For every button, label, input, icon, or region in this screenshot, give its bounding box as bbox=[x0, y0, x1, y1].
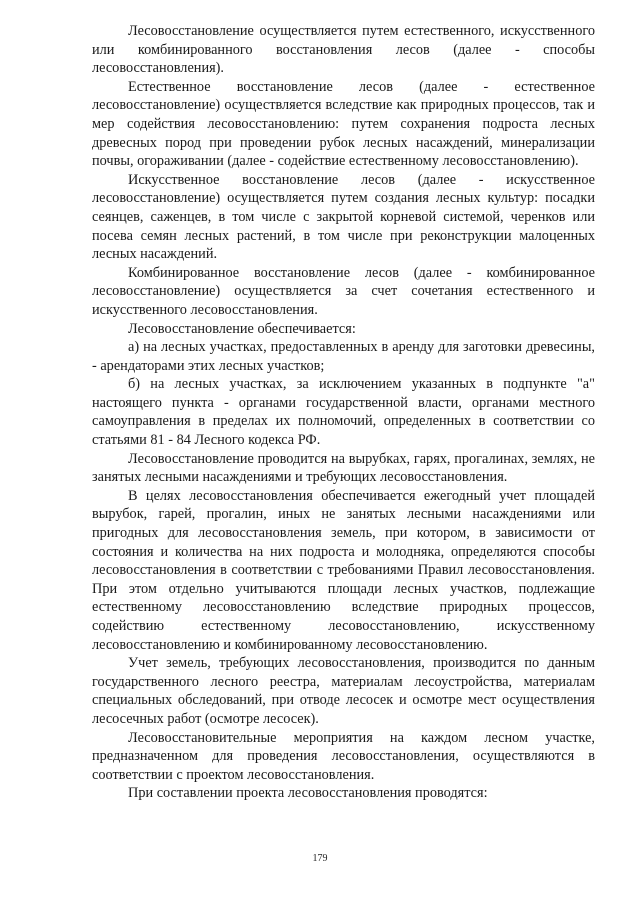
paragraph-reforestation-methods: Лесовосстановление осуществляется путем естественного, искусственного или комбинированного восстановления лесов (далее - способы лесовосстановления). bbox=[92, 23, 595, 77]
paragraph-combined-reforestation: Комбинированное восстановление лесов (далее - комбинированное лесовосстановление) осуществляется за счет сочетания естественного и искусственного лесовосстановления. bbox=[92, 264, 595, 318]
paragraph-artificial-reforestation: Искусственное восстановление лесов (далее - искусственное лесовосстановление) осуществляется путем создания лесных культур: посадки сеянцев, саженцев, в том числе с закрытой корневой системой, черенков или посева семян лесных растений, в том числе при реконструкции малоценных лесных насаждений. bbox=[92, 171, 595, 263]
paragraph-project-preparation: При составлении проекта лесовосстановления проводятся: bbox=[128, 785, 488, 802]
paragraph-annual-accounting: В целях лесовосстановления обеспечивается ежегодный учет площадей вырубок, гарей, прогалин, иных не занятых лесными насаждениями или пригодных для лесовосстановления земель, при котором, в зависимости от состояния и количества на них подроста и молодняка, определяются способы лесовосстановления в соответствии с требованиями Правил лесовосстановления. При этом отдельно учитываются площади лесных участков, подлежащие естественному лесовосстановлению вследствие природных процессов, содействию естественному лесовосстановлению, искусственному лесовосстановлению и комбинированному лесовосстановлению. bbox=[92, 487, 595, 653]
paragraph-provided-by: Лесовосстановление обеспечивается: bbox=[128, 320, 356, 337]
paragraph-item-b: б) на лесных участках, за исключением указанных в подпункте "а" настоящего пункта - органами государственной власти, органами местного самоуправления в пределах их полномочий, определенных в соответствии со статьями 81 - 84 Лесного кодекса РФ. bbox=[92, 376, 595, 449]
page-number: 179 bbox=[312, 853, 328, 864]
paragraph-where-conducted: Лесовосстановление проводится на вырубках, гарях, прогалинах, землях, не занятых лесными насаждениями и требующих лесовосстановления. bbox=[92, 450, 595, 486]
paragraph-land-accounting: Учет земель, требующих лесовосстановления, производится по данным государственного лесного реестра, материалам лесоустройства, материалам специальных обследований, при отводе лесосек и осмотре мест осуществления лесосечных работ (осмотре лесосек). bbox=[92, 655, 595, 727]
paragraph-item-a: а) на лесных участках, предоставленных в аренду для заготовки древесины, - арендаторами этих лесных участков; bbox=[92, 339, 595, 374]
paragraph-natural-reforestation: Естественное восстановление лесов (далее - естественное лесовосстановление) осуществляется вследствие как природных процессов, так и мер содействия лесовосстановлению: путем сохранения подроста лесных древесных пород при проведении рубок лесных насаждений, минерализации почвы, огораживании (далее - содействие естественному лесовосстановлению). bbox=[92, 78, 595, 170]
paragraph-reforestation-project: Лесовосстановительные мероприятия на каждом лесном участке, предназначенном для проведения лесовосстановления, осуществляются в соответствии с проектом лесовосстановления. bbox=[92, 729, 595, 783]
document-page bbox=[92, 22, 595, 803]
